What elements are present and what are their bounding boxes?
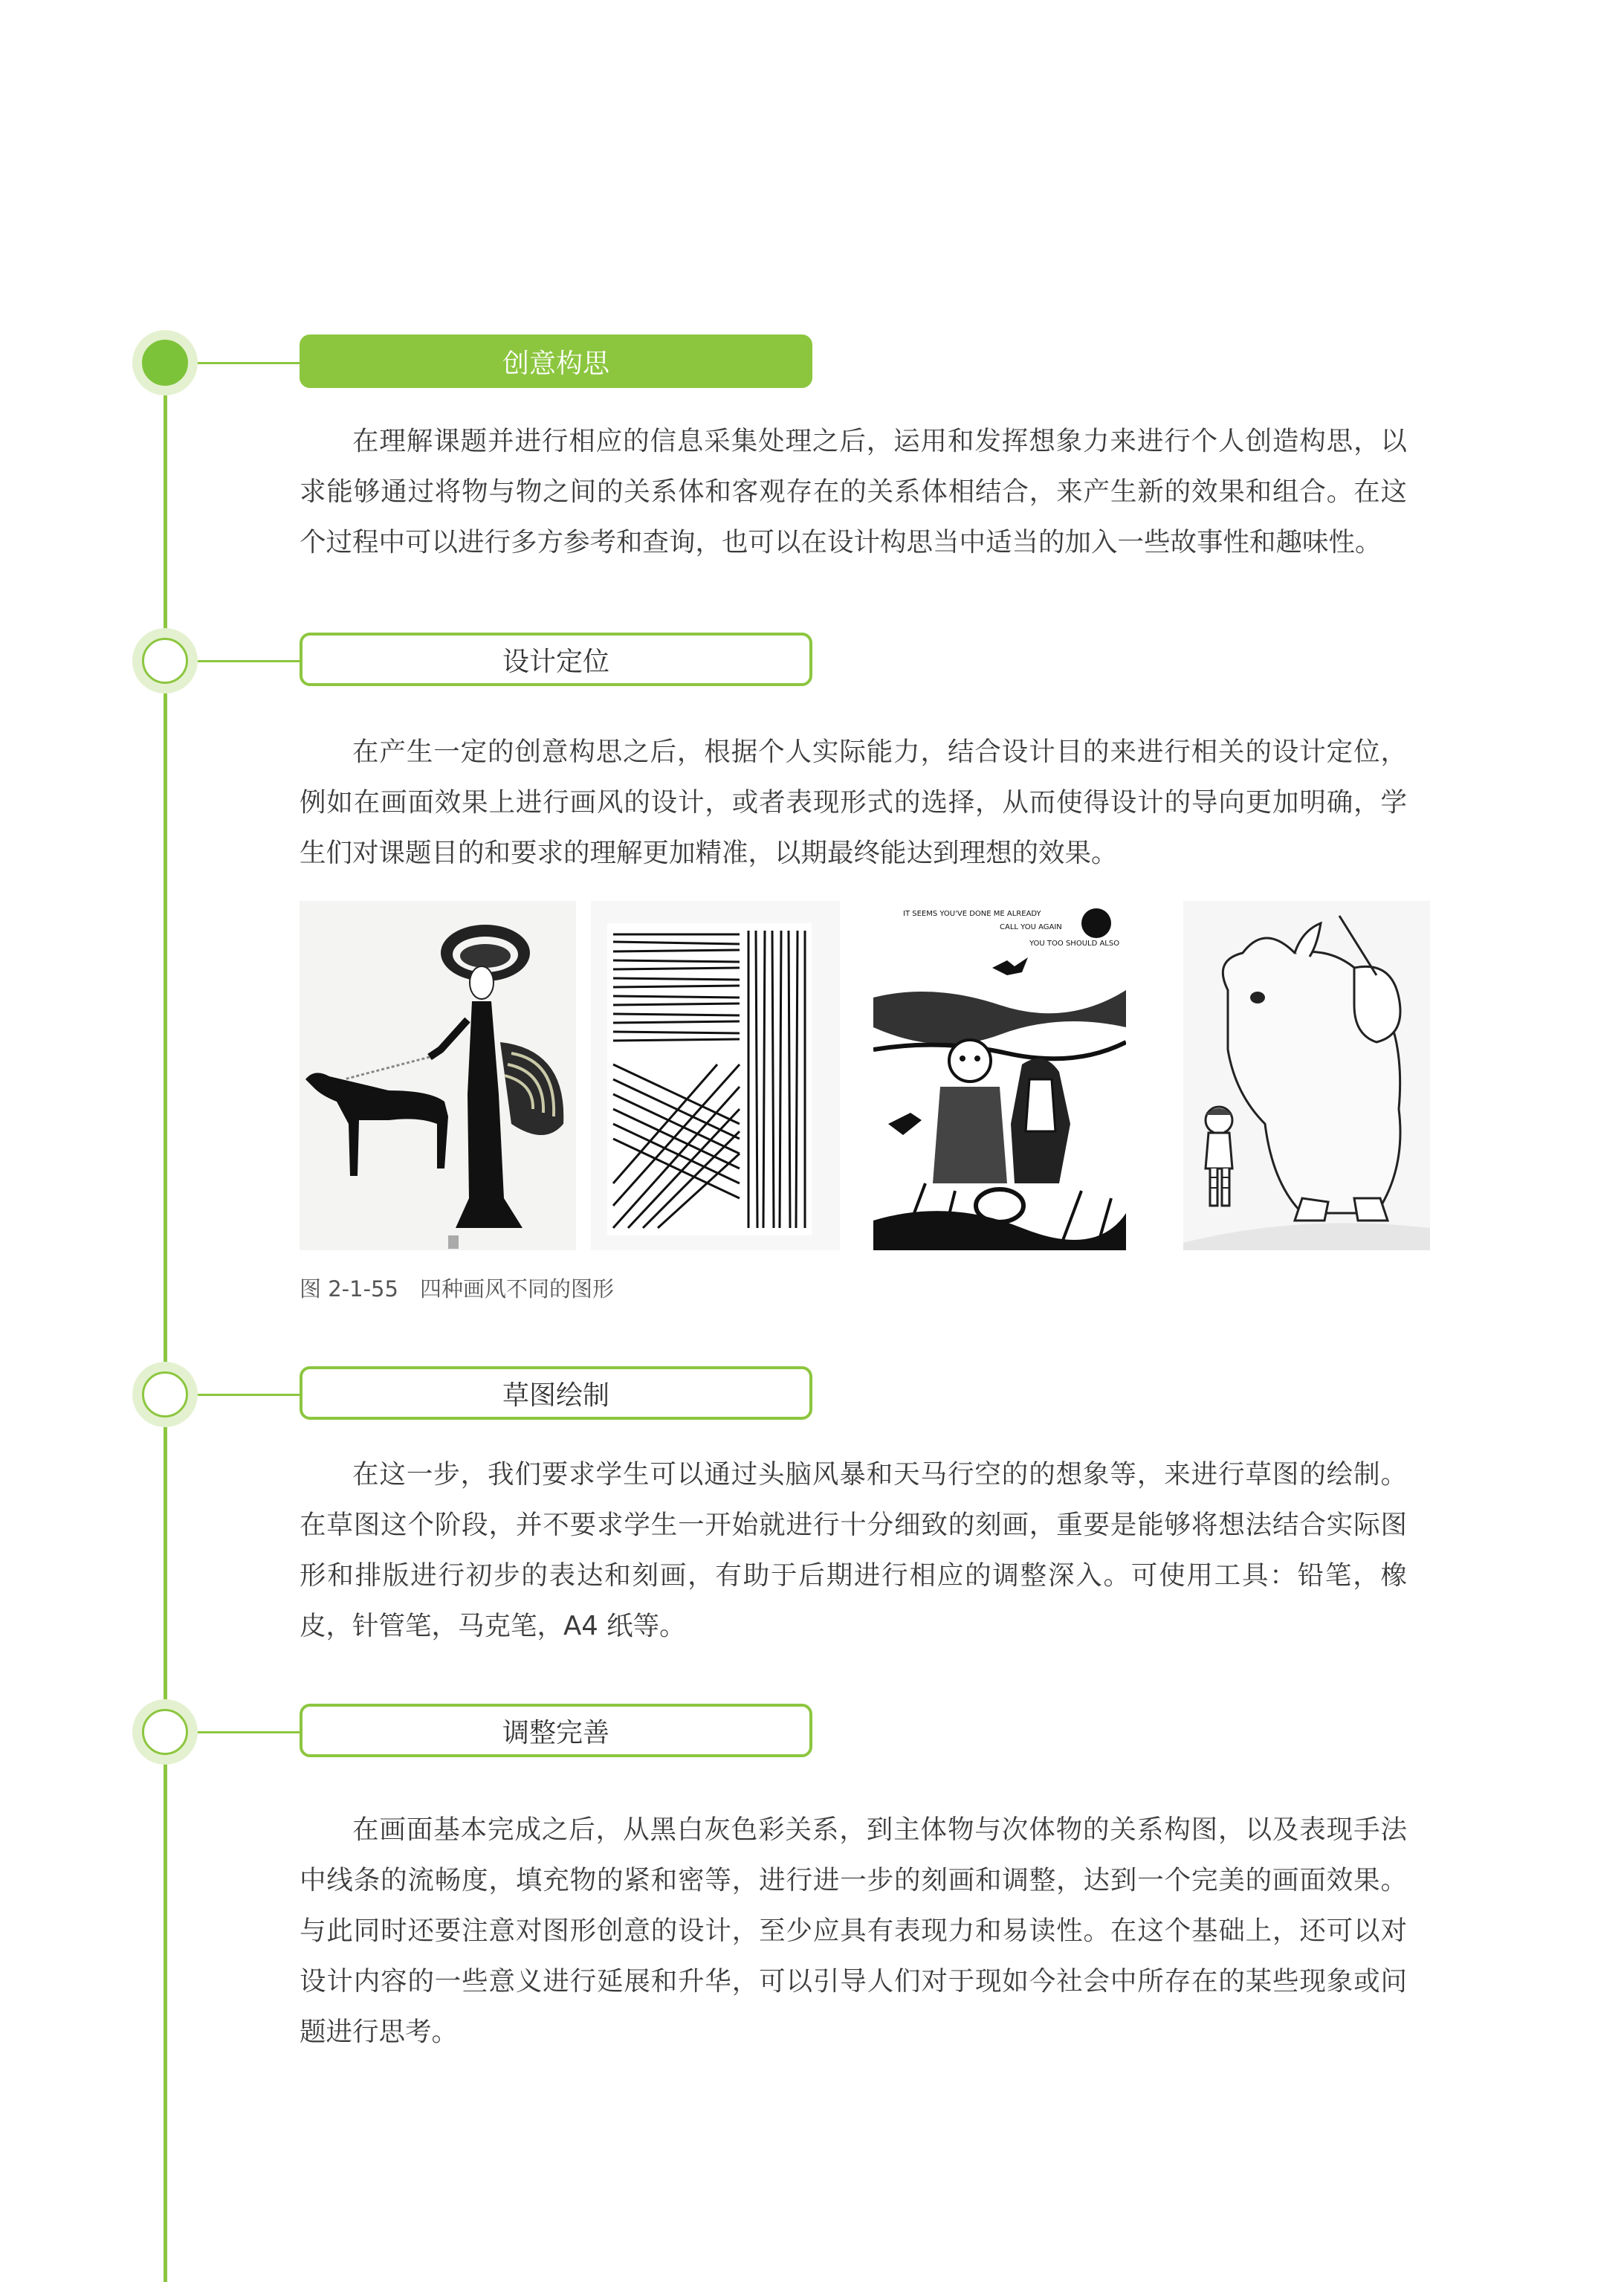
section-title-refinement: 调整完善	[300, 1704, 812, 1757]
section-paragraph: 在这一步，我们要求学生可以通过头脑风暴和天马行空的的想象等，来进行草图的绘制。在草图这个阶段，并不要求学生一开始就进行十分细致的刻画，重要是能够将想法结合实际图形和排版进行初步的表达和刻画，有助于后期进行相应的调整深入。可使用工具：铅笔，橡皮，针管笔，马克笔，A4 纸等。	[300, 1459, 1407, 1641]
timeline-node	[132, 628, 198, 694]
section-title-creative-idea: 创意构思	[300, 334, 812, 388]
timeline-node-dot	[142, 340, 188, 386]
abstract-lines-image	[591, 901, 840, 1250]
timeline-node	[132, 1362, 198, 1427]
section-title-design-positioning: 设计定位	[300, 633, 812, 686]
creature-sketch-image	[1183, 901, 1430, 1250]
timeline-connector	[198, 1394, 303, 1396]
section-title-sketch-drawing: 草图绘制	[300, 1366, 812, 1420]
timeline-connector	[198, 1731, 303, 1733]
comic-speech-text: IT SEEMS YOU'VE DONE ME ALREADY	[903, 910, 1041, 918]
comic-speech-text: YOU TOO SHOULD ALSO	[1029, 940, 1120, 948]
figure-caption: 图 2-1-55 四种画风不同的图形	[300, 1276, 614, 1302]
timeline-node	[132, 1699, 198, 1765]
comic-illustration-image	[873, 901, 1126, 1250]
timeline-node-dot	[142, 638, 188, 684]
timeline-connector	[198, 660, 303, 662]
comic-speech-text: CALL YOU AGAIN	[1000, 923, 1062, 931]
section-paragraph: 在画面基本完成之后，从黑白灰色彩关系，到主体物与次体物的关系构图，以及表现手法中线条的流畅度，填充物的紧和密等，进行进一步的刻画和调整，达到一个完美的画面效果。与此同时还要注意对图形创意的设计，至少应具有表现力和易读性。在这个基础上，还可以对设计内容的一些意义进行延展和升华，可以引导人们对于现如今社会中所存在的某些现象或问题进行思考。	[300, 1814, 1407, 2047]
art-deco-figure-image	[300, 901, 576, 1250]
timeline-node	[132, 330, 198, 395]
timeline-connector	[198, 362, 303, 364]
timeline-node-dot	[142, 1371, 188, 1418]
section-paragraph: 在理解课题并进行相应的信息采集处理之后，运用和发挥想象力来进行个人创造构思，以求能够通过将物与物之间的关系体和客观存在的关系体相结合，来产生新的效果和组合。在这个过程中可以进行多方参考和查询，也可以在设计构思当中适当的加入一些故事性和趣味性。	[300, 426, 1407, 557]
timeline-node-dot	[142, 1709, 188, 1755]
section-paragraph: 在产生一定的创意构思之后，根据个人实际能力，结合设计目的来进行相关的设计定位，例如在画面效果上进行画风的设计，或者表现形式的选择，从而使得设计的导向更加明确，学生们对课题目的和要求的理解更加精准，以期最终能达到理想的效果。	[300, 737, 1407, 868]
